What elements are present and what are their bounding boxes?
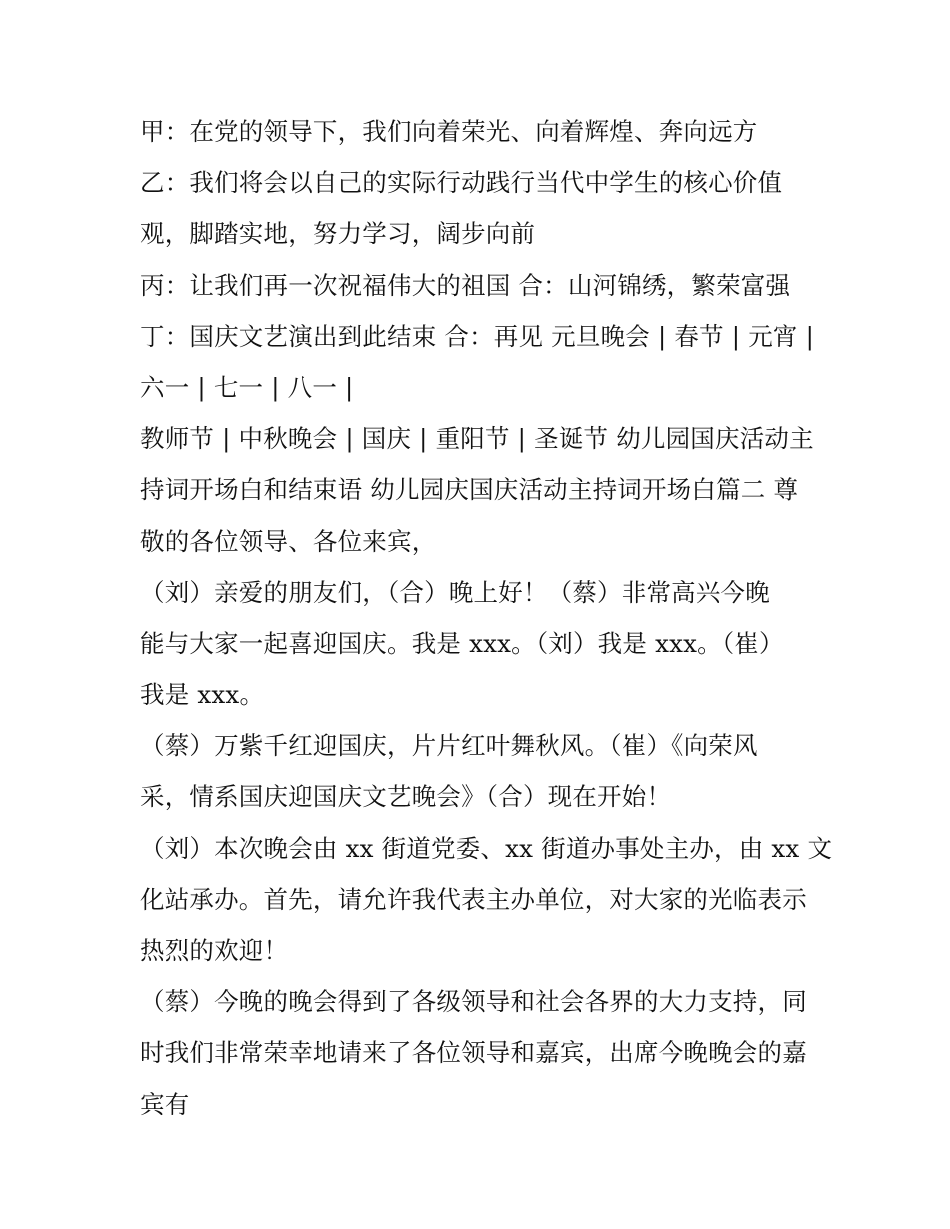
text-line: 丙：让我们再一次祝福伟大的祖国 合：山河锦绣，繁荣富强 <box>140 270 791 300</box>
text-line: 教师节 | 中秋晚会 | 国庆 | 重阳节 | 圣诞节 幼儿园国庆活动主 <box>140 424 814 454</box>
text-line: （蔡）万紫千红迎国庆，片片红叶舞秋风。（崔）《向荣风 <box>140 731 758 761</box>
text-line: 乙：我们将会以自己的实际行动践行当代中学生的核心价值 <box>140 168 783 198</box>
text-line: 敬的各位领导、各位来宾， <box>140 526 437 556</box>
text-line: 持词开场白和结束语 幼儿园庆国庆活动主持词开场白篇二 尊 <box>140 475 799 505</box>
text-line: 六一 | 七一 | 八一 | <box>140 372 354 402</box>
text-line: 热烈的欢迎！ <box>140 936 289 965</box>
text-line: 宾有 <box>140 1089 190 1119</box>
text-line: 甲：在党的领导下，我们向着荣光、向着辉煌、奔向远方 <box>140 117 758 146</box>
text-line: （蔡）今晚的晚会得到了各级领导和社会各界的大力支持，同 <box>140 987 807 1017</box>
document-body <box>140 106 833 1130</box>
text-line: 丁：国庆文艺演出到此结束 合：再见 元旦晚会 | 春节 | 元宵 | <box>140 321 815 351</box>
text-line: 我是 xxx。 <box>140 680 265 710</box>
text-line: 观，脚踏实地，努力学习，阔步向前 <box>140 219 536 249</box>
text-line: （刘）本次晚会由 xx 街道党委、xx 街道办事处主办，由 xx 文 <box>140 833 833 863</box>
text-line: 采，情系国庆迎国庆文艺晚会》（合）现在开始！ <box>140 782 672 812</box>
text-line: 时我们非常荣幸地请来了各位领导和嘉宾，出席今晚晚会的嘉 <box>140 1038 807 1068</box>
text-line: （刘）亲爱的朋友们，（合）晚上好！（蔡）非常高兴今晚 <box>140 577 770 607</box>
text-line: 化站承办。首先，请允许我代表主办单位，对大家的光临表示 <box>140 884 807 914</box>
text-line: 能与大家一起喜迎国庆。我是 xxx。（刘）我是 xxx。（崔） <box>140 628 784 658</box>
